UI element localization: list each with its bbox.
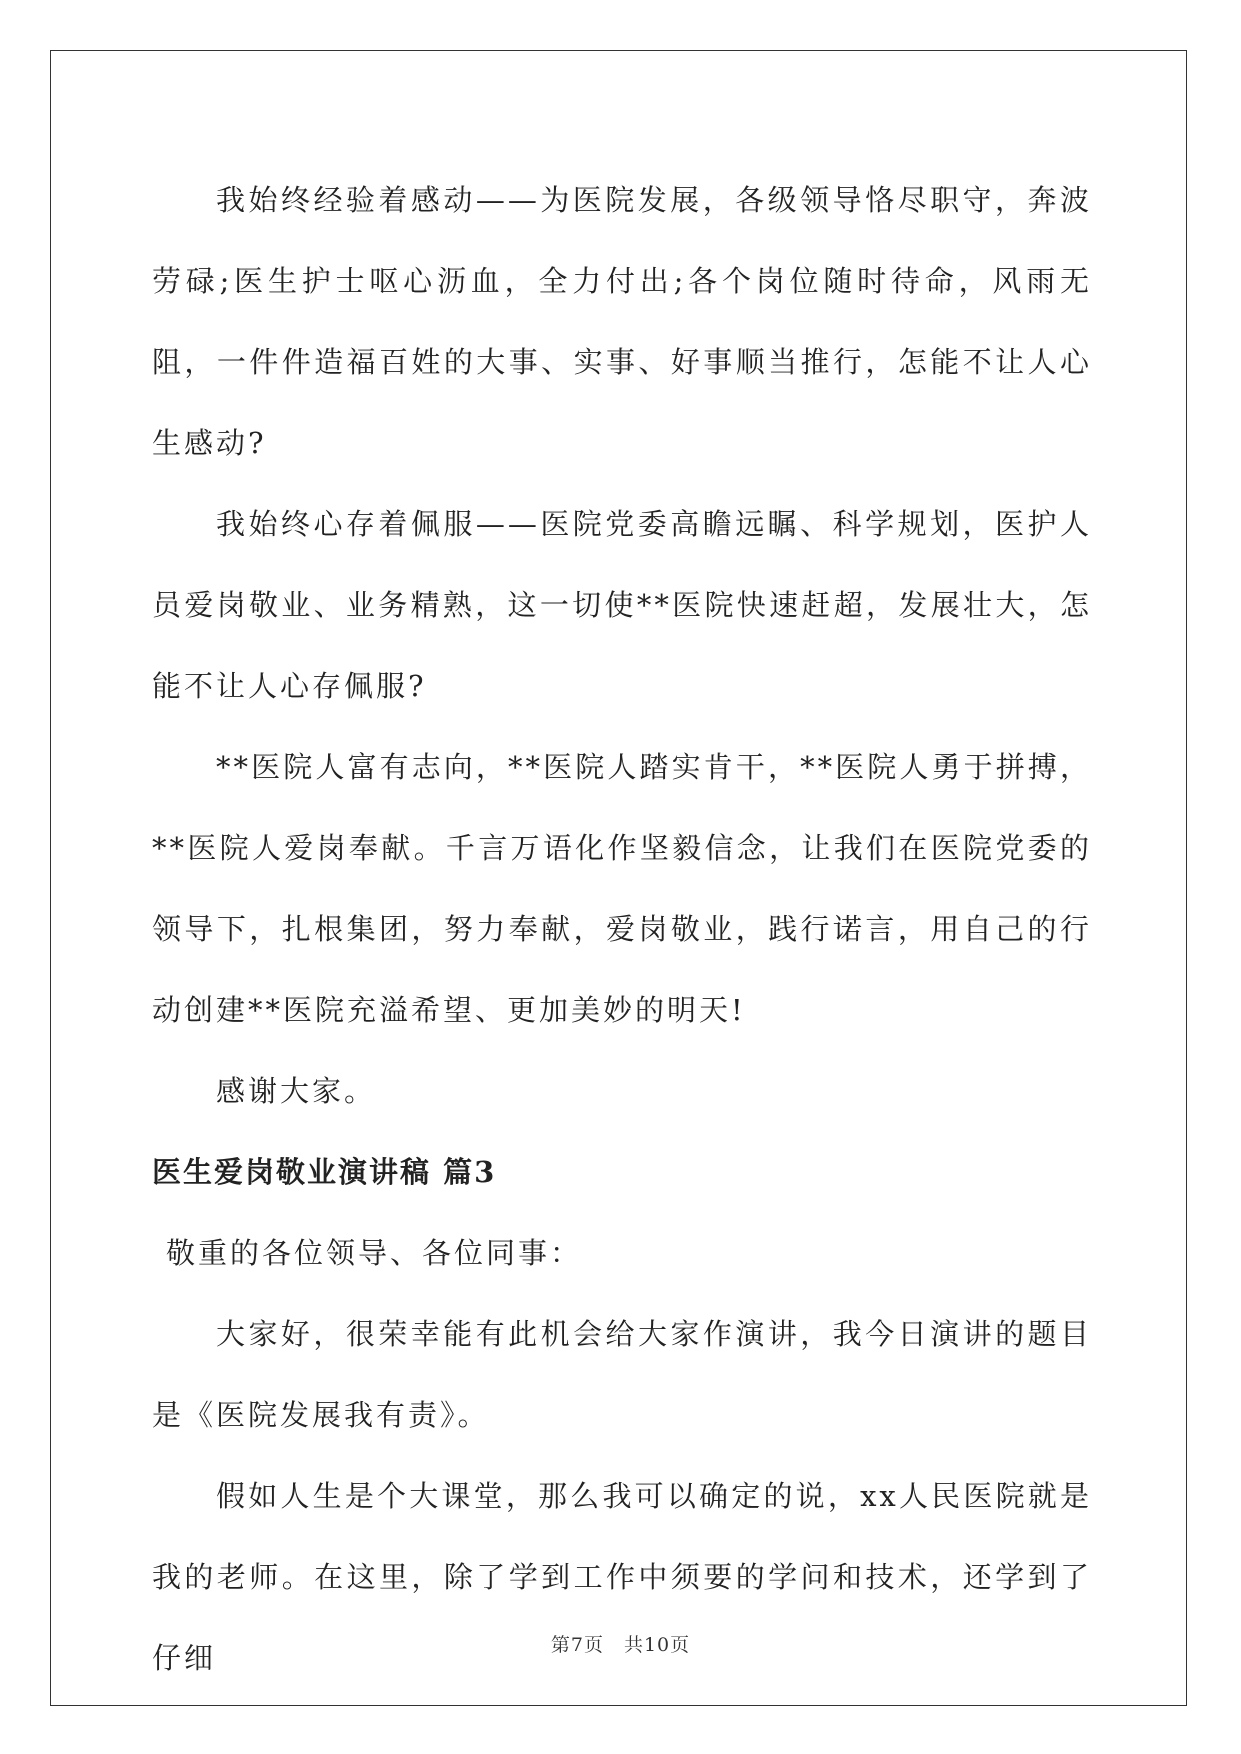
paragraph-admiration: 我始终心存着佩服——医院党委高瞻远瞩、科学规划，医护人员爱岗敬业、业务精熟，这一切使**医院快速赶超，发展壮大，怎能不让人心存佩服? — [152, 507, 1092, 703]
greeting-line: 敬重的各位领导、各位同事： — [166, 1236, 583, 1270]
paragraph-hospital-spirit: **医院人富有志向，**医院人踏实肯干，**医院人勇于拼搏，**医院人爱岗奉献。千言万语化作坚毅信念，让我们在医院党委的领导下，扎根集团，努力奉献，爱岗敬业，践行诺言，用自己的行动创建**医院充溢希望、更加美妙的明天! — [152, 750, 1092, 1027]
paragraph-speech-intro: 大家好，很荣幸能有此机会给大家作演讲，我今日演讲的题目是《医院发展我有责》。 — [152, 1317, 1092, 1432]
page-number-total: 共10页 — [623, 1634, 691, 1656]
paragraph-thanks: 感谢大家。 — [216, 1074, 377, 1108]
paragraph-gratitude: 我始终经验着感动——为医院发展，各级领导恪尽职守，奔波劳碌;医生护士呕心沥血，全力付出;各个岗位随时待命，风雨无阻，一件件造福百姓的大事、实事、好事顺当推行，怎能不让人心生感动? — [152, 183, 1092, 460]
paragraph-hospital-teacher: 假如人生是个大课堂，那么我可以确定的说，xx人民医院就是我的老师。在这里，除了学到工作中须要的学问和技术，还学到了仔细 — [152, 1479, 1092, 1675]
page-number-current: 第7页 — [550, 1634, 604, 1656]
section-heading: 医生爱岗敬业演讲稿 篇3 — [152, 1155, 497, 1189]
page-footer — [0, 1630, 1241, 1657]
document-body — [152, 160, 1092, 1699]
